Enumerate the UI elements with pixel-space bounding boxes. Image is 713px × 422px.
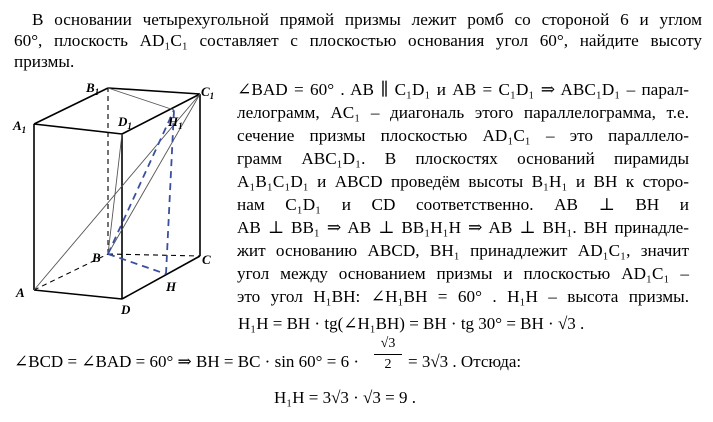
- label-B1: $B_1$: [86, 80, 100, 97]
- solution-line-4: грамм ABC₁D₁. В плоскостях оснований пирамиды: [237, 149, 689, 168]
- prism-figure: [8, 78, 238, 318]
- segment-B-H1: [108, 110, 174, 254]
- problem-line-2: 60°, плоскость AD₁C₁ составляет с плоскостью основания угол 60°, найдите высоту: [14, 31, 702, 50]
- fraction-numerator: √3: [374, 336, 402, 355]
- formula-bh-right: = 3√3 . Отсюда:: [408, 352, 522, 371]
- solution-line-7: AB ⊥ BB₁ ⇒ AB ⊥ BB₁H₁H ⇒ AB ⊥ BH₁. BH принадле-: [237, 218, 689, 237]
- formula-h1h: H₁H = BH · tg(∠H₁BH) = BH · tg 30° = BH · √3 .: [238, 314, 585, 333]
- label-B: B: [92, 250, 101, 265]
- problem-statement: [14, 9, 702, 72]
- edge-B1-C1: [108, 88, 200, 94]
- problem-line-3: призмы.: [14, 52, 75, 71]
- segment-B-H: [108, 254, 166, 274]
- formula-result: H₁H = 3√3 · √3 = 9 .: [274, 388, 416, 407]
- solution-line-9: угол между основанием призмы и плоскостью AD₁C₁ –: [237, 264, 689, 283]
- label-H1: $H_1$: [168, 114, 183, 131]
- solution-line-3: сечение призмы плоскостью AD₁C₁ – это параллело-: [237, 126, 689, 145]
- fraction-sqrt3-over-2: [374, 336, 402, 373]
- label-C: C: [202, 252, 211, 267]
- formula-bh-left: ∠BCD = ∠BAD = 60° ⇒ BH = BC · sin 60° = 6 ·: [14, 352, 359, 371]
- label-A1: $A_1$: [13, 118, 27, 135]
- label-C1: $C_1$: [201, 84, 215, 101]
- label-A: A: [16, 285, 25, 300]
- solution-line-6: нам C₁D₁ и CD соответственно. AB ⊥ BH и: [237, 195, 689, 214]
- segment-H-H1: [166, 110, 174, 274]
- solution-line-1: ∠BAD = 60° . AB ∥ C₁D₁ и AB = C₁D₁ ⇒ ABC₁D₁ – парал-: [237, 80, 689, 99]
- edge-A1-D1: [34, 124, 122, 134]
- solution-line-10: это угол H₁BH: ∠H₁BH = 60° . H₁H – высота призмы.: [237, 287, 689, 306]
- label-D: D: [121, 302, 131, 317]
- solution-line-2: лелограмм, AC₁ – диагональ этого параллелограмма, т.е.: [237, 103, 689, 122]
- fraction-denominator: 2: [384, 357, 392, 372]
- label-H: H: [166, 279, 177, 294]
- solution-line-5: A₁B₁C₁D₁ и ABCD проведём высоты B₁H₁ и BH к сторо-: [237, 172, 689, 191]
- problem-line-1: В основании четырехугольной прямой призмы лежит ромб со стороной 6 и углом: [32, 10, 702, 29]
- diagonal-B-D1: [108, 134, 122, 254]
- label-D1: $D_1$: [118, 114, 132, 131]
- edge-A-D: [34, 290, 122, 299]
- solution-line-8: жит основанию ABCD, BH₁ принадлежит AD₁C₁, значит: [237, 241, 689, 260]
